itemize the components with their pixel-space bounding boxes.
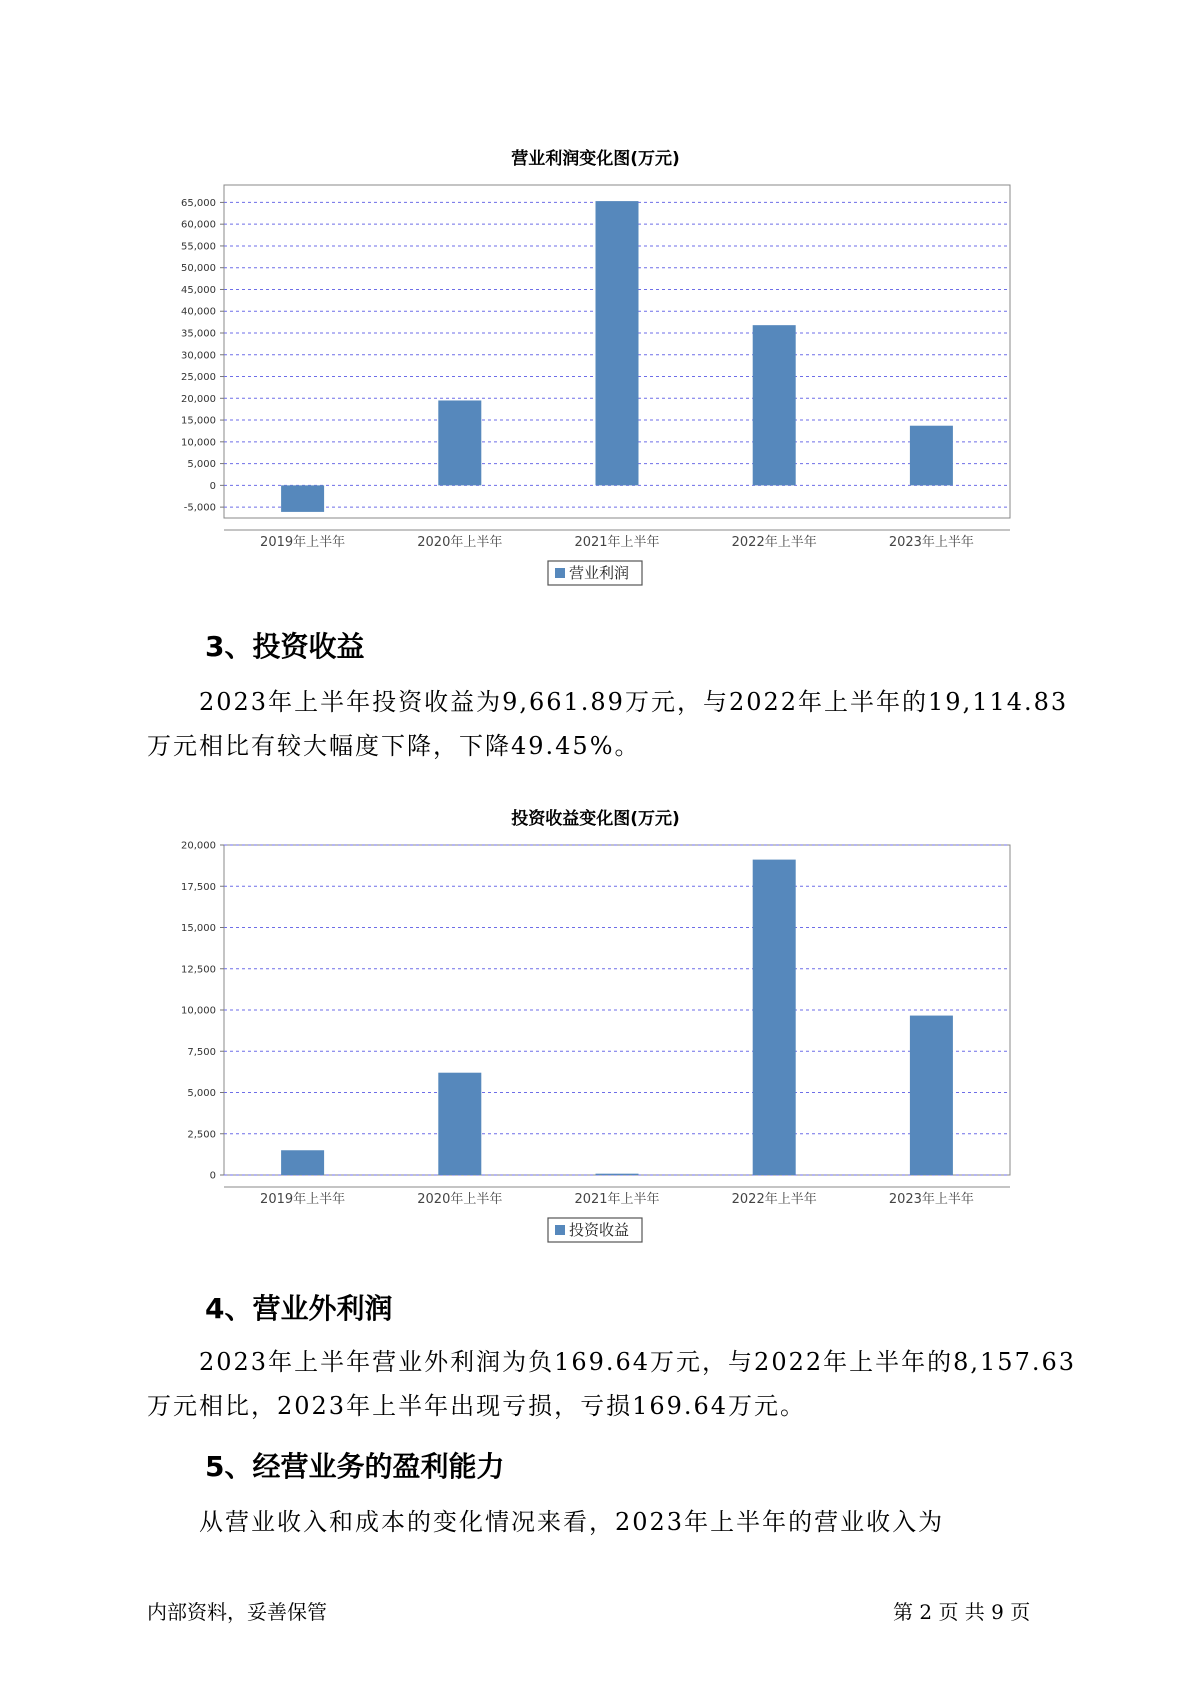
y-tick-label: 20,000: [181, 393, 216, 405]
investment-income-chart: [0, 825, 1191, 1245]
paragraph-line: 2023年上半年营业外利润为负169.64万元，与2022年上半年的8,157.63: [199, 1348, 1077, 1376]
legend-label: 营业利润: [569, 564, 630, 582]
footer-confidential-note: 内部资料，妥善保管: [147, 1600, 327, 1624]
legend-label: 投资收益: [569, 1221, 630, 1239]
y-tick-label: 30,000: [181, 350, 216, 362]
bar: [910, 426, 953, 486]
y-tick-label: 10,000: [181, 1005, 216, 1017]
section-heading-non-operating-profit: 4、营业外利润: [205, 1292, 393, 1325]
section-paragraph-operating-profitability: [147, 1500, 1077, 1544]
bar: [753, 860, 796, 1175]
y-tick-label: 2,500: [187, 1129, 216, 1141]
paragraph-line: 2023年上半年投资收益为9,661.89万元，与2022年上半年的19,114.83: [199, 688, 1069, 716]
y-tick-label: 20,000: [181, 840, 216, 852]
bar: [596, 1174, 639, 1175]
x-tick-label: 2019年上半年: [260, 1192, 346, 1207]
section-heading-operating-profitability: 5、经营业务的盈利能力: [205, 1450, 505, 1483]
y-tick-label: 60,000: [181, 219, 216, 231]
x-tick-label: 2021年上半年: [574, 1192, 660, 1207]
y-tick-label: 12,500: [181, 964, 216, 976]
y-tick-label: 5,000: [187, 1088, 216, 1099]
chart-1-title: 营业利润变化图(万元): [511, 149, 680, 169]
section-heading-investment-income: 3、投资收益: [205, 630, 365, 663]
y-tick-label: 5,000: [187, 459, 216, 471]
operating-profit-chart: [0, 165, 1191, 605]
paragraph-line: 万元相比，2023年上半年出现亏损，亏损169.64万元。: [147, 1392, 807, 1420]
footer-page-number: 第 2 页 共 9 页: [893, 1600, 1031, 1624]
y-tick-label: 55,000: [181, 241, 216, 253]
x-tick-label: 2020年上半年: [417, 535, 503, 550]
y-tick-label: -5,000: [183, 502, 216, 514]
chart-2-title: 投资收益变化图(万元): [511, 809, 680, 829]
bar: [753, 325, 796, 485]
y-tick-label: 35,000: [181, 328, 216, 340]
bar: [281, 1150, 324, 1175]
bar: [596, 201, 639, 485]
bar: [281, 485, 324, 512]
y-tick-label: 7,500: [187, 1046, 216, 1058]
y-tick-label: 65,000: [181, 197, 216, 209]
x-tick-label: 2020年上半年: [417, 1192, 503, 1207]
paragraph-line: 从营业收入和成本的变化情况来看，2023年上半年的营业收入为: [199, 1508, 945, 1536]
y-tick-label: 45,000: [181, 284, 216, 296]
bar: [438, 400, 481, 485]
section-paragraph-non-operating-profit: [147, 1340, 1077, 1428]
x-tick-label: 2022年上半年: [731, 1192, 817, 1207]
x-tick-label: 2023年上半年: [888, 1192, 974, 1207]
y-tick-label: 40,000: [181, 306, 216, 318]
y-tick-label: 25,000: [181, 372, 216, 384]
bar: [910, 1016, 953, 1175]
y-tick-label: 17,500: [181, 881, 216, 893]
y-tick-label: 0: [209, 480, 216, 492]
paragraph-line: 万元相比有较大幅度下降，下降49.45%。: [147, 732, 641, 760]
y-tick-label: 0: [209, 1170, 216, 1182]
x-tick-label: 2023年上半年: [888, 535, 974, 550]
bar: [438, 1073, 481, 1175]
y-tick-label: 10,000: [181, 437, 216, 449]
y-tick-label: 15,000: [181, 415, 216, 427]
y-tick-label: 15,000: [181, 923, 216, 934]
section-paragraph-investment-income: [147, 680, 1077, 768]
x-tick-label: 2019年上半年: [260, 535, 346, 550]
x-tick-label: 2021年上半年: [574, 535, 660, 550]
x-tick-label: 2022年上半年: [731, 535, 817, 550]
legend-swatch: [555, 1225, 565, 1235]
y-tick-label: 50,000: [181, 263, 216, 275]
legend-swatch: [555, 568, 565, 578]
